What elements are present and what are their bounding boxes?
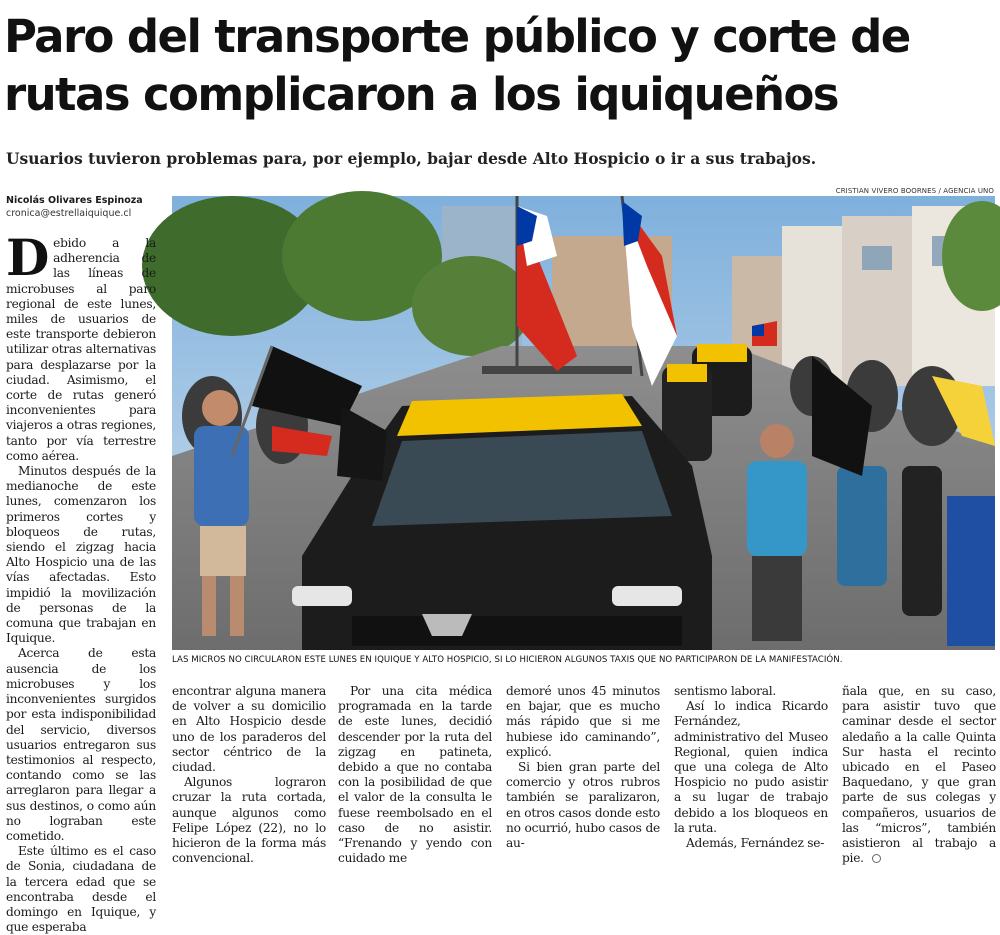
body-paragraph: Minutos después de la medianoche de este lunes, comenzaron los primeros cortes y bloqueos de rutas, siendo el zigzag hacia Alto Hospicio una de las vías afectadas. Esto impidió la movilización de personas de la comuna que trabajan en Iquique. [6,464,156,646]
body-paragraph: Acerca de esta ausencia de los microbuses y los inconvenientes surgidos por esta indisponibilidad del servicio, diversos usuarios entregaron sus testimonios al respecto, contando como se las arreglaron para llegar a sus destinos, o como aún no lograban este cometido. [6,646,156,843]
author-name: Nicolás Olivares Espinoza [6,195,143,206]
subheadline: Usuarios tuvieron problemas para, por ejemplo, bajar desde Alto Hospicio o ir a sus trabajos. [6,149,817,168]
end-of-article-icon [872,854,881,863]
body-column-2 [172,684,326,866]
photo-credit: CRISTIAN VIVERO BOORNES / AGENCIA UNO [835,187,994,195]
body-paragraph: Por una cita médica programada en la tarde de este lunes, decidió descender por la ruta del zigzag en patineta, debido a que no contaba con la posibilidad de que el valor de la consulta le fuese reembolsado en el caso de no asistir. “Frenando y yendo con cuidado me [338,684,492,866]
body-column-5 [674,684,828,851]
author-email: cronica@estrellaiquique.cl [6,208,132,219]
body-column-3 [338,684,492,866]
body-column-1 [6,228,156,935]
body-paragraph: Además, Fernández se- [686,836,825,851]
body-paragraph: sentismo laboral. [674,684,777,698]
protest-scene-illustration [172,196,995,650]
drop-cap: D [6,228,50,287]
body-column-6 [842,684,996,866]
body-paragraph: demoré unos 45 minutos en bajar, que es mucho más rápido que si me hubiese ido caminando”, explicó. [506,684,660,759]
body-paragraph: Debido a la adherencia de las líneas de microbuses al paro regional de este lunes, miles de usuarios de este transporte debieron utilizar otras alternativas para desplazarse por la ciudad. Asimismo, el corte de rutas generó inconvenientes para viajeros a otras regiones, tanto por vía terrestre como aérea. [6,228,156,463]
body-paragraph: encontrar alguna manera de volver a su domicilio en Alto Hospicio desde uno de los paraderos del sector céntrico de la ciudad. [172,684,326,775]
headline: Paro del transporte público y corte de rutas complicaron a los iquiqueños [4,10,910,121]
body-paragraph: Este último es el caso de Sonia, ciudadana de la tercera edad que se encontraba desde el domingo en Iquique, y que esperaba [6,844,156,935]
byline [6,194,166,220]
body-paragraph: Si bien gran parte del comercio y otros rubros también se paralizaron, en otros casos donde esto no ocurrió, hubo casos de au- [506,760,660,851]
article-photo [172,196,995,650]
body-paragraph: Algunos lograron cruzar la ruta cortada, aunque algunos como Felipe López (22), no lo hicieron de la forma más convencional. [172,775,326,866]
body-paragraph: ñala que, en su caso, para asistir tuvo que caminar desde el sector aledaño a la calle Quinta Sur hasta el recinto ubicado en el Paseo Baquedano, y que gran parte de sus colegas y compañeros, usuarios de las “micros”, también asistieron al trabajo a pie. [842,684,996,866]
body-paragraph: Así lo indica Ricardo Fernández, administrativo del Museo Regional, quien indica que una colega de Alto Hospicio no pudo asistir a su lugar de trabajo debido a los bloqueos en la ruta. [674,699,828,835]
photo-caption: LAS MICROS NO CIRCULARON ESTE LUNES EN IQUIQUE Y ALTO HOSPICIO, SI LO HICIERON ALGUNOS TAXIS QUE NO PARTICIPARON DE LA MANIFESTACIÓN. [172,655,843,665]
body-column-4 [506,684,660,851]
